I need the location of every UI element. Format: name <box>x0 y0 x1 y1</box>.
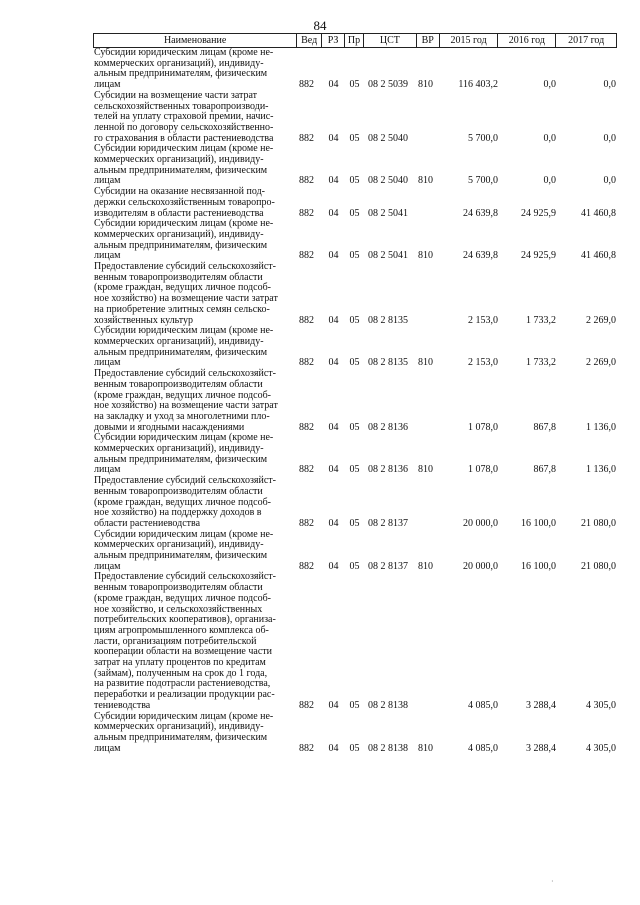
row-ved: 882 <box>299 517 314 529</box>
row-2015: 5 700,0 <box>468 132 498 144</box>
row-2015: 1 078,0 <box>468 464 498 476</box>
row-rz: 04 <box>328 464 339 476</box>
row-cst: 08 2 5040 <box>368 132 408 144</box>
row-rz: 04 <box>328 560 339 572</box>
row-2016: 24 925,9 <box>521 207 556 219</box>
table-row <box>93 433 617 476</box>
row-rz: 04 <box>328 314 339 326</box>
row-pr: 05 <box>349 314 360 326</box>
row-2015: 24 639,8 <box>463 250 498 262</box>
header-vr: ВР <box>417 34 440 47</box>
row-rz: 04 <box>328 517 339 529</box>
row-cst: 08 2 8135 <box>368 357 408 369</box>
row-pr: 05 <box>349 132 360 144</box>
row-rz: 04 <box>328 699 339 711</box>
row-rz: 04 <box>328 250 339 262</box>
row-2015: 4 085,0 <box>468 699 498 711</box>
row-2015: 20 000,0 <box>463 560 498 572</box>
row-2016: 867,8 <box>533 464 556 476</box>
row-2016: 24 925,9 <box>521 250 556 262</box>
row-2015: 2 153,0 <box>468 357 498 369</box>
header-pr: Пр <box>345 34 364 47</box>
row-ved: 882 <box>299 421 314 433</box>
row-name: Предоставление субсидий сельскохозяйст- венным товаропроизводителям области (кроме граждан, ведущих личное подсоб- ное хозяйство) на возмещение части затрат на закладку и уход за многолетними пло- довыми и ягодными насаждениями <box>94 368 278 433</box>
row-vr: 810 <box>418 742 433 754</box>
row-pr: 05 <box>349 699 360 711</box>
table-row <box>93 326 617 369</box>
row-cst: 08 2 5039 <box>368 79 408 91</box>
header-ved: Вед <box>297 34 322 47</box>
row-ved: 882 <box>299 250 314 262</box>
row-ved: 882 <box>299 357 314 369</box>
header-2016: 2016 год <box>498 34 556 47</box>
row-pr: 05 <box>349 357 360 369</box>
row-rz: 04 <box>328 175 339 187</box>
row-2017: 1 136,0 <box>586 421 616 433</box>
table-row <box>93 219 617 262</box>
row-name: Субсидии юридическим лицам (кроме не- коммерческих организаций), индивиду- альным предпринимателям, физическим лицам <box>94 218 274 262</box>
row-name: Субсидии юридическим лицам (кроме не- коммерческих организаций), индивиду- альным предпринимателям, физическим лицам <box>94 710 274 754</box>
table-row <box>93 144 617 187</box>
page-number: 84 <box>313 18 327 33</box>
row-cst: 08 2 5040 <box>368 175 408 187</box>
row-pr: 05 <box>349 421 360 433</box>
table-header <box>93 33 617 48</box>
row-2017: 1 136,0 <box>586 464 616 476</box>
row-2015: 116 403,2 <box>458 79 498 91</box>
row-2017: 41 460,8 <box>581 207 616 219</box>
row-cst: 08 2 8138 <box>368 742 408 754</box>
table-row <box>93 369 617 433</box>
row-cst: 08 2 8136 <box>368 421 408 433</box>
row-ved: 882 <box>299 464 314 476</box>
row-2016: 3 288,4 <box>526 699 556 711</box>
row-2015: 24 639,8 <box>463 207 498 219</box>
row-ved: 882 <box>299 314 314 326</box>
table-row <box>93 530 617 573</box>
row-vr: 810 <box>418 464 433 476</box>
row-ved: 882 <box>299 79 314 91</box>
row-cst: 08 2 8137 <box>368 517 408 529</box>
row-2016: 16 100,0 <box>521 517 556 529</box>
row-2016: 3 288,4 <box>526 742 556 754</box>
row-rz: 04 <box>328 357 339 369</box>
row-2017: 4 305,0 <box>586 742 616 754</box>
row-pr: 05 <box>349 250 360 262</box>
row-2015: 4 085,0 <box>468 742 498 754</box>
header-name: Наименование <box>94 34 297 47</box>
row-2015: 5 700,0 <box>468 175 498 187</box>
row-ved: 882 <box>299 207 314 219</box>
header-rz: РЗ <box>322 34 345 47</box>
row-name: Предоставление субсидий сельскохозяйст- венным товаропроизводителям области (кроме граждан, ведущих личное подсоб- ное хозяйство) на поддержку доходов в области растениеводства <box>94 475 276 529</box>
row-2017: 2 269,0 <box>586 314 616 326</box>
row-name: Субсидии юридическим лицам (кроме не- коммерческих организаций), индивиду- альным предпринимателям, физическим лицам <box>94 325 274 369</box>
table-row <box>93 48 617 91</box>
row-ved: 882 <box>299 742 314 754</box>
table-row <box>93 262 617 326</box>
row-name: Предоставление субсидий сельскохозяйст- венным товаропроизводителям области (кроме граждан, ведущих личное подсоб- ное хозяйство, и сельскохозяйственных потребительских кооперативов), организа- циям агропромышленного комплекса об- ласти, организациям потребительской кооперации области на возмещение части затрат на уплату процентов по кредитам (займам), полученным на срок до 1 года, на развитие подотрасли растениеводства, переработки и реализации продукции рас- тениеводства <box>94 571 276 711</box>
row-2016: 867,8 <box>533 421 556 433</box>
row-ved: 882 <box>299 699 314 711</box>
row-pr: 05 <box>349 517 360 529</box>
row-2015: 20 000,0 <box>463 517 498 529</box>
row-2016: 0,0 <box>543 175 556 187</box>
row-cst: 08 2 8138 <box>368 699 408 711</box>
budget-table <box>93 33 617 754</box>
row-2017: 0,0 <box>603 79 616 91</box>
row-pr: 05 <box>349 464 360 476</box>
table-row <box>93 476 617 530</box>
header-cst: ЦСТ <box>364 34 417 47</box>
row-name: Субсидии на возмещение части затрат сельскохозяйственных товаропроизводи- телей на уплату страховой премии, начис- ленной по договору сельскохозяйственно- го страхования в области растениеводства <box>94 89 274 144</box>
row-pr: 05 <box>349 79 360 91</box>
row-cst: 08 2 5041 <box>368 207 408 219</box>
row-2017: 21 080,0 <box>581 517 616 529</box>
row-vr: 810 <box>418 357 433 369</box>
header-2017: 2017 год <box>568 35 605 46</box>
row-name: Субсидии юридическим лицам (кроме не- коммерческих организаций), индивиду- альным предпринимателям, физическим лицам <box>94 528 274 572</box>
row-cst: 08 2 5041 <box>368 250 408 262</box>
table-row <box>93 572 617 711</box>
row-name: Субсидии юридическим лицам (кроме не- коммерческих организаций), индивиду- альным предпринимателям, физическим лицам <box>94 143 274 187</box>
row-ved: 882 <box>299 132 314 144</box>
table-row <box>93 187 617 219</box>
row-rz: 04 <box>328 132 339 144</box>
row-2016: 1 733,2 <box>526 314 556 326</box>
row-pr: 05 <box>349 742 360 754</box>
table-row <box>93 712 617 755</box>
row-rz: 04 <box>328 421 339 433</box>
row-vr: 810 <box>418 175 433 187</box>
row-ved: 882 <box>299 175 314 187</box>
table-body <box>93 48 617 754</box>
row-pr: 05 <box>349 207 360 219</box>
row-pr: 05 <box>349 560 360 572</box>
row-2016: 0,0 <box>543 79 556 91</box>
row-name: Предоставление субсидий сельскохозяйст- венным товаропроизводителям области (кроме граждан, ведущих личное подсоб- ное хозяйство) на возмещение части затрат на приобретение элитных семян сельско- хозяйственных культур <box>94 261 278 326</box>
row-vr: 810 <box>418 79 433 91</box>
row-vr: 810 <box>418 560 433 572</box>
row-rz: 04 <box>328 742 339 754</box>
row-name: Субсидии юридическим лицам (кроме не- коммерческих организаций), индивиду- альным предпринимателям, физическим лицам <box>94 47 274 91</box>
row-cst: 08 2 8135 <box>368 314 408 326</box>
row-rz: 04 <box>328 79 339 91</box>
row-2017: 21 080,0 <box>581 560 616 572</box>
row-vr: 810 <box>418 250 433 262</box>
row-2017: 41 460,8 <box>581 250 616 262</box>
row-cst: 08 2 8136 <box>368 464 408 476</box>
header-2015: 2015 год <box>440 34 499 47</box>
row-pr: 05 <box>349 175 360 187</box>
row-2017: 2 269,0 <box>586 357 616 369</box>
row-2016: 16 100,0 <box>521 560 556 572</box>
table-row <box>93 91 617 145</box>
row-2015: 1 078,0 <box>468 421 498 433</box>
row-2017: 4 305,0 <box>586 699 616 711</box>
row-cst: 08 2 8137 <box>368 560 408 572</box>
row-name: Субсидии юридическим лицам (кроме не- коммерческих организаций), индивиду- альным предпринимателям, физическим лицам <box>94 432 274 476</box>
row-name: Субсидии на оказание несвязанной под- держки сельскохозяйственным товаропро- изводителям в области растениеводства <box>94 186 275 219</box>
row-2016: 0,0 <box>543 132 556 144</box>
row-2015: 2 153,0 <box>468 314 498 326</box>
row-2017: 0,0 <box>603 175 616 187</box>
row-rz: 04 <box>328 207 339 219</box>
row-2017: 0,0 <box>603 132 616 144</box>
row-ved: 882 <box>299 560 314 572</box>
scan-mark: · <box>551 877 554 886</box>
row-2016: 1 733,2 <box>526 357 556 369</box>
